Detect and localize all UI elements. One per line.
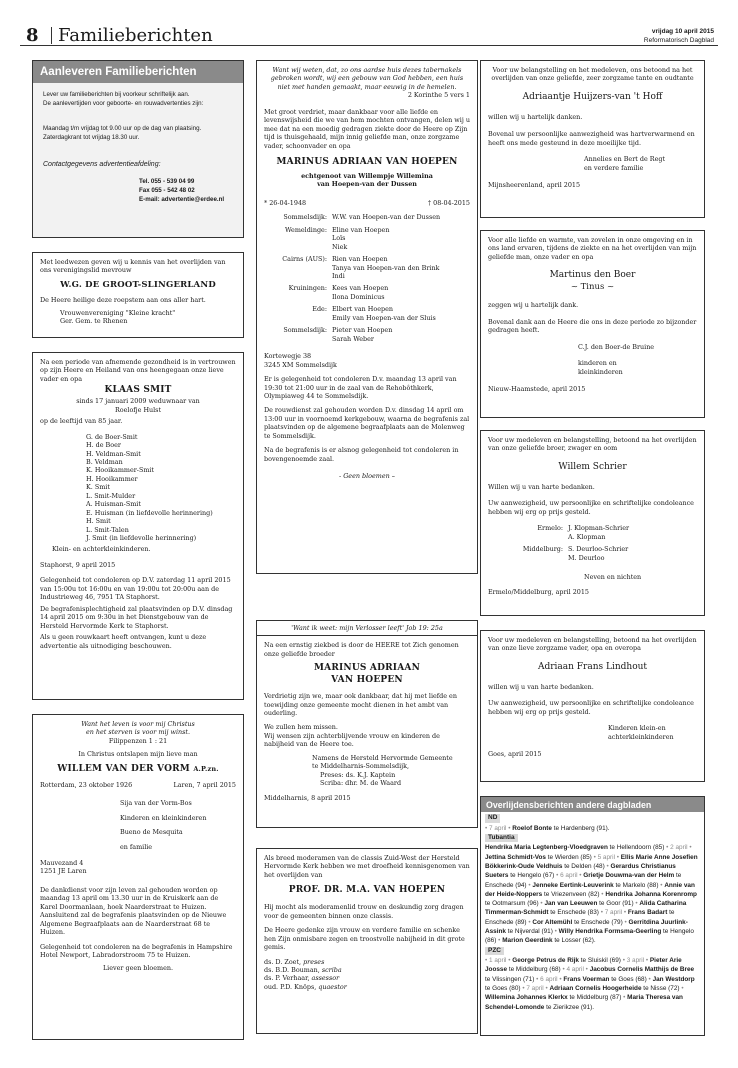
- flowers-note: - Geen bloemen –: [339, 472, 395, 481]
- family-member: G. de Boer-Smit: [86, 432, 138, 441]
- entry-name: Ellis Marie Anne Josefien Bökkerink-Oude Veldhuis: [485, 853, 698, 870]
- entry-name: Willemina Johannes Klerkx: [485, 994, 568, 1002]
- signature-line: kinderen en: [578, 359, 617, 368]
- deceased-name: [40, 764, 236, 776]
- invitation-text: Als u geen rouwkaart heeft ontvangen, kunt u deze advertentie als uitnodiging beschouwen.: [40, 633, 207, 650]
- entry-place: te Nijverdal (91): [507, 927, 553, 935]
- family-member: Eline van Hoepen: [332, 225, 390, 234]
- place-date: Staphorst, 9 april 2015: [40, 560, 116, 569]
- paper-entries: [485, 843, 700, 945]
- life-dates: [40, 781, 236, 789]
- family-member: S. Deurloo-Schrier: [568, 545, 629, 554]
- address-line1: Kortewegje 38: [264, 352, 312, 361]
- notice-de-groot: [32, 252, 244, 338]
- signature: [264, 754, 470, 788]
- entry-bullet: •: [623, 994, 626, 1002]
- contact-details: [43, 178, 233, 205]
- family-member: L. Smit-Talen: [86, 525, 129, 534]
- entry-name: Annie van der Heide-Noppers: [485, 881, 695, 898]
- entry-name: Jan Westdorp: [652, 975, 695, 983]
- notice-text: willen wij u hartelijk danken.: [488, 112, 583, 121]
- issue-date: vrijdag 10 april 2015: [651, 28, 714, 35]
- entry-place: te Enschede (83): [550, 909, 599, 917]
- notice-text: De Heere heilige deze roepstem aan ons aller hart.: [40, 296, 206, 305]
- aanleveren-line2: De aanlevertijden voor geboorte- en rouwadvertenties zijn:: [43, 99, 204, 107]
- entry-bullet: •: [498, 937, 501, 945]
- signature-line: Kinderen klein-en: [608, 724, 666, 733]
- signature-line: Scriba: dhr. M. de Waard: [320, 779, 402, 788]
- paper-entries: [485, 956, 700, 1012]
- signature: [488, 343, 697, 376]
- entry-bullet: •: [648, 975, 651, 983]
- family-names: [332, 255, 439, 280]
- family-group: [264, 226, 470, 251]
- signature: [488, 724, 697, 741]
- entry-name: Gerardus Christianus Sueters: [485, 863, 676, 880]
- family-group: [264, 213, 470, 221]
- entry-place: te Vriezenveen (82): [543, 890, 600, 898]
- family-place: Ede:: [312, 305, 327, 314]
- notice-intro: Na een ernstig ziekbed is door de HEERE tot Zich genomen onze geliefde broeder: [264, 641, 459, 658]
- signatory-name: ds. P. Verhaar,: [264, 974, 312, 983]
- header-divider: [51, 27, 52, 44]
- signature-line: [264, 966, 470, 974]
- family-place: Kruiningen:: [288, 284, 327, 293]
- family-member: en familie: [120, 842, 153, 851]
- entry-name: Pieter Arie Joosse: [485, 957, 682, 974]
- entry-place: te Nisse (72): [643, 984, 680, 992]
- born: * 26-04-1948: [264, 198, 307, 207]
- quote-ref: 2 Korinthe 5 vers 1: [407, 91, 470, 100]
- entry-place: te Enschede (94): [485, 872, 682, 889]
- page-number: 8: [26, 25, 39, 46]
- entry-name: Alida Catharina Timmerman-Schmidt: [485, 900, 687, 917]
- notice-intro: Voor uw medeleven en belangstelling, betoond na het overlijden van onze geliefde broer, zwager en oom: [488, 436, 697, 453]
- family-member: J. Klopman-Schrier: [568, 524, 630, 533]
- deceased-name-line1: MARINUS ADRIAAN: [313, 663, 420, 674]
- family-member: Kinderen en kleinkinderen: [120, 813, 207, 822]
- entry-place: te Goor (91): [599, 900, 634, 908]
- quote-line2: en het sterven is voor mij winst.: [85, 728, 191, 737]
- entry-bullet: •: [660, 881, 663, 889]
- family-member: Pieter van Hoepen: [332, 326, 393, 335]
- deceased-name: Adriaantje Huijzers-van 't Hoff: [522, 91, 663, 102]
- family-member: K. Hooikammer-Smit: [86, 466, 154, 475]
- entry-name: Willy Hendrika Formsma-Geerling: [558, 927, 662, 935]
- signature-line: [264, 974, 470, 982]
- family-member: H. Veldman-Smit: [86, 449, 141, 458]
- family-group: [264, 305, 470, 322]
- entry-bullet: •: [624, 918, 627, 926]
- overlijden-list: [481, 812, 704, 1013]
- entry-date: • 4 april •: [562, 966, 588, 974]
- entry-date: • 7 april •: [485, 824, 511, 832]
- family-member: Rien van Hoepen: [332, 255, 388, 264]
- entry-name: Grietje Douwma-van der Helm: [583, 872, 675, 880]
- deceased-name-suffix: A.P.zn.: [193, 764, 219, 773]
- family-member: H. Smit: [86, 517, 111, 526]
- entry-place: te Goes (68): [611, 975, 647, 983]
- signatory-name: oud. P.D. Knöps,: [264, 982, 319, 991]
- notice-text-2a: We zullen hem missen.: [264, 723, 338, 732]
- entry-name: Jenneke Eertink-Leuverink: [532, 881, 614, 889]
- entry-name: Adriaan Cornelis Hoogerheide: [549, 984, 642, 992]
- contact-fax: Fax 055 - 542 48 02: [139, 187, 195, 195]
- signature-line: Vrouwenvereniging "Kleine kracht": [60, 308, 176, 317]
- family-place: Cairns (AUS):: [282, 255, 327, 264]
- notice-lindhout: [480, 630, 705, 782]
- deceased-nickname: ~ Tinus ~: [570, 282, 615, 293]
- entry-bullet: •: [528, 918, 531, 926]
- entry-place: te Markelo (88): [615, 881, 659, 889]
- condolence-text: Gelegenheid tot condoleren op D.V. zaterdag 11 april 2015 van 15:00u tot 16:00u en van 19:00u tot 20:00u aan de Industrieweg 46, 7951 TA Staphorst.: [40, 576, 231, 602]
- notice-text: willen wij u van harte bedanken.: [488, 682, 594, 691]
- family-member: Elbert van Hoepen: [332, 305, 393, 314]
- place-date: Ermelo/Middelburg, april 2015: [488, 588, 589, 597]
- condolence-text: Er is gelegenheid tot condoleren D.v. maandag 13 april van 19:30 tot 21:00 uur in de zaal van de Rehobôthkerk, Olympiaweg 44 te Sommelsdijk.: [264, 375, 457, 401]
- signature-line: achterkleinkinderen: [608, 732, 674, 741]
- contact-tel: Tel. 055 - 539 04 99: [139, 178, 195, 186]
- family-member: Loïs: [332, 234, 346, 243]
- flowers-note: Liever geen bloemen.: [102, 964, 174, 973]
- entry-place: te Delden (48): [564, 863, 605, 870]
- signatory-name: ds. D. Zoet,: [264, 957, 304, 966]
- place-date: Mijnsheerenland, april 2015: [488, 181, 581, 190]
- signatory-name: ds. B.D. Bouman,: [264, 965, 322, 974]
- notice-text: Willen wij u van harte bedanken.: [488, 482, 595, 491]
- overlijden-title: Overlijdensberichten andere dagbladen: [481, 797, 704, 812]
- signature: Neven en nichten: [584, 572, 642, 581]
- family-names: [568, 524, 629, 541]
- family-list: [40, 799, 236, 851]
- burial-text: Aansluitend zal de begrafenis plaatsvinden op de Nieuwe Algemene Begraafplaats aan de Naarderstraat 68 te Huizen.: [40, 911, 227, 937]
- aanleveren-title: Aanleveren Familieberichten: [33, 61, 243, 83]
- signature-line: Annelies en Bert de Regt: [584, 155, 666, 164]
- family-member: H. de Boer: [86, 441, 121, 450]
- deceased-name: Willem Schrier: [558, 461, 627, 472]
- notice-prof-van-hoepen: [256, 848, 478, 1034]
- family-member: Sarah Weber: [332, 334, 374, 343]
- family-member: Tanya van Hoepen-van den Brink: [332, 263, 440, 272]
- entry-name: Frans Voerman: [563, 975, 610, 983]
- notice-text: zeggen wij u hartelijk dank.: [488, 301, 579, 310]
- signature-line: [264, 983, 470, 991]
- header-meta: [644, 28, 714, 46]
- overlijdensberichten-box: [480, 796, 705, 1036]
- condolence-text: Gelegenheid tot condoleren na de begrafenis in Hampshire Hotel Newport, Labradorstroom 75 te Huizen.: [40, 942, 233, 960]
- family-group: [264, 284, 470, 301]
- family-member: M. Deurloo: [568, 553, 605, 562]
- entry-name: Frans Badart: [627, 909, 668, 917]
- died: Laren, 7 april 2015: [173, 780, 236, 789]
- signature-line: Namens de Hersteld Hervormde Gemeente: [312, 753, 453, 762]
- entry-date: • 6 april •: [536, 975, 562, 983]
- entry-place: te Middelburg (68): [508, 966, 561, 974]
- service-text: De dankdienst voor zijn leven zal gehouden worden op maandag 13 april om 13.30 uur in de Kruiskerk aan de Karel Doormanlaan, hoek Naarderstraat te Huizen.: [40, 885, 219, 911]
- quote: Want wij weten, dat, zo ons aardse huis dezes tabernakels gebroken wordt, wij een gebouw van God hebben, een huis niet met handen gemaakt, maar eeuwig in de hemelen.: [270, 66, 464, 91]
- after-funeral-text: Na de begrafenis is er alsnog gelegenheid tot condoleren in bovengenoemde zaal.: [264, 446, 459, 463]
- notice-intro: Met leedwezen geven wij u kennis van het overlijden van ons verenigingslid mevrouw: [40, 258, 226, 275]
- life-dates: [264, 199, 470, 207]
- family-place: Ermelo:: [537, 524, 563, 533]
- born: Rotterdam, 23 oktober 1926: [40, 780, 133, 789]
- address-line2: 1251 JE Laren: [40, 867, 87, 876]
- address-line1: Mauvezand 4: [40, 858, 84, 867]
- notice-van-hoepen-gemeente: [256, 620, 478, 828]
- paper-section: [485, 813, 700, 833]
- entry-date: • 6 april •: [556, 872, 582, 880]
- family-names: [568, 545, 628, 562]
- family-member: K. Smit: [86, 483, 110, 492]
- notice-sub2: van Hoepen-van der Dussen: [317, 180, 417, 189]
- entry-place: te Enschede (89): [485, 909, 675, 926]
- deceased-name: W.G. DE GROOT-SLINGERLAND: [60, 279, 216, 290]
- section-title: Familieberichten: [58, 25, 213, 46]
- contact-label: Contactgegevens advertentieafdeling:: [43, 160, 161, 168]
- entry-place: te Hellendoorn (85): [609, 844, 665, 852]
- entry-name: Hendrika Johanna Korenromp: [605, 890, 697, 898]
- address-line2: 3245 XM Sommelsdijk: [264, 360, 337, 369]
- entry-place: te Hengelo (67): [510, 872, 555, 880]
- signature-line: Preses: ds. K.J. Kaptein: [320, 770, 396, 779]
- family-member: Indi: [332, 272, 345, 281]
- signature-line: en verdere familie: [584, 163, 644, 172]
- contact-email: E-mail: advertentie@erdee.nl: [139, 196, 225, 204]
- notice-text-2b: Wij wensen zijn achterblijvende vrouw en kinderen de nabijheid van de Heere toe.: [264, 731, 440, 749]
- deceased-name: PROF. DR. M.A. VAN HOEPEN: [288, 885, 446, 896]
- entry-name: George Petrus de Rijk: [512, 957, 579, 965]
- deceased-name: KLAAS SMIT: [104, 385, 172, 396]
- signatory-role: scriba: [321, 965, 342, 974]
- entry-date: • 3 april •: [622, 957, 649, 965]
- notice-intro: Met groot verdriet, maar dankbaar voor alle liefde en levenswijsheid die we van hem mochten ontvangen, delen wij u mee dat na een moedig gedragen ziekte door de Heere op Zijn tijd is thuisgehaald, mijn innig geliefde man, onze zorgzame vader, schoonvader en opa: [264, 107, 470, 150]
- family-member: Bueno de Mesquita: [120, 828, 183, 837]
- family-place: Sommelsdijk:: [283, 213, 327, 222]
- family-place: Sommelsdijk:: [283, 326, 327, 335]
- aanleveren-line1: Lever uw familieberichten bij voorkeur schriftelijk aan.: [43, 91, 190, 98]
- family-list: [488, 524, 697, 562]
- paper-entries: [485, 824, 700, 833]
- family-member: E. Huisman (in liefdevolle herinnering): [86, 508, 213, 517]
- place-date: Nieuw-Haamstede, april 2015: [488, 385, 586, 394]
- entry-place: te Enschede (79): [574, 918, 623, 926]
- signatory-role: quaestor: [318, 982, 347, 991]
- family-member: L. Smit-Mulder: [86, 491, 136, 500]
- quote-ref: Filippenzen 1 : 21: [108, 736, 168, 745]
- notice-schrier: [480, 430, 705, 616]
- family-member: W.W. van Hoepen-van der Dussen: [332, 213, 441, 222]
- paper-label: ND: [485, 814, 500, 823]
- family-member: Ilona Dominicus: [332, 292, 385, 301]
- notice-intro: Voor uw medeleven en belangstelling, betoond na het overlijden van onze lieve zorgzame vader, opa en overopa: [488, 636, 697, 653]
- notice-text: Verdrietig zijn we, maar ook dankbaar, dat hij met liefde en toewijding onze gemeente mocht dienen in het ambt van ouderling.: [264, 692, 457, 718]
- family-member: A. Huisman-Smit: [86, 500, 141, 509]
- deceased-name: Martinus den Boer: [549, 270, 636, 281]
- signature: [488, 155, 697, 172]
- notice-sub2: Roelofje Hulst: [114, 405, 162, 414]
- signatory-role: preses: [303, 957, 325, 966]
- entry-place: te Sluiskil (69): [580, 957, 621, 965]
- entry-date: • 7 april •: [600, 909, 627, 917]
- signature: [40, 309, 236, 326]
- grandchildren: Klein- en achterkleinkinderen.: [52, 545, 151, 554]
- entry-name: Jan van Leeuwen: [544, 900, 598, 908]
- notice-huijzers-hoff: [480, 60, 705, 218]
- aanleveren-line4: Zaterdagkrant tot vrijdag 18.30 uur.: [43, 134, 140, 142]
- family-names: [332, 213, 440, 221]
- family-list: [264, 213, 470, 343]
- signature-line: kleinkinderen: [578, 367, 623, 376]
- notice-text-2: De Heere gedenke zijn vrouw en verdere familie en schenke hen Zijn onmisbare zegen en troostvolle nabijheid in dit grote gemis.: [264, 926, 465, 952]
- entry-bullet: •: [601, 890, 604, 898]
- family-group: [264, 255, 470, 280]
- service-text: De rouwdienst zal gehouden worden D.v. dinsdag 14 april om 13:00 uur in voornoemd kerkgebouw, waarna de begrafenis zal plaatsvinden op de algemene begraafplaats aan de Molenweg te Sommelsdijk.: [264, 406, 470, 440]
- newspaper-name: Reformatorisch Dagblad: [643, 36, 714, 44]
- signature-line: C.J. den Boer-de Bruine: [578, 342, 655, 351]
- paper-section: [485, 946, 700, 1012]
- entry-place: te Wierden (85): [547, 853, 592, 861]
- notice-van-hoepen: [256, 60, 478, 574]
- entry-place: te Middelburg (87): [569, 994, 622, 1002]
- entry-name: Marion Geerdink: [502, 937, 553, 945]
- paper-label: PZC: [485, 947, 504, 956]
- notice-intro: Voor alle liefde en warmte, van zovelen in onze omgeving en in ons land ervaren, tijdens de ziekte en na het overlijden van mijn geliefde man, onze vader en opa: [488, 236, 697, 261]
- entry-bullet: •: [681, 984, 684, 992]
- notice-intro: In Christus ontslapen mijn lieve man: [78, 750, 198, 759]
- place-date: Goes, april 2015: [488, 750, 542, 759]
- entry-name: Cor Altemühl: [532, 918, 573, 926]
- quote-line1: Want het leven is voor mij Christus: [81, 720, 195, 728]
- entry-name: Gerritdina Juurlink-Assink: [485, 918, 688, 935]
- deceased-name-main: WILLEM VAN DER VORM: [57, 763, 190, 774]
- family-list: [40, 433, 236, 543]
- entry-bullet: •: [540, 900, 543, 908]
- family-place: Wemeldinge:: [285, 225, 327, 234]
- paper-section: [485, 833, 700, 946]
- family-group: [264, 326, 470, 343]
- entry-bullet: •: [554, 927, 557, 935]
- entry-date: • 1 april •: [485, 957, 511, 965]
- family-names: [332, 305, 436, 322]
- entry-name: Jettina Schmidt-Vos: [485, 853, 546, 861]
- family-group: [488, 545, 697, 562]
- entry-name: Roelof Bonte: [512, 824, 552, 832]
- entry-place: te Hardenberg (91).: [553, 824, 610, 832]
- notice-text: Hij mocht als moderamenlid trouw en deskundig zorg dragen voor de gemeenten binnen onze classis.: [264, 903, 464, 920]
- entry-date: • 7 april •: [522, 984, 548, 992]
- notice-text-2: Uw aanwezigheid, uw persoonlijke en schriftelijke condoleance hebben wij erg op prijs gesteld.: [488, 699, 694, 716]
- entry-date: • 2 april •: [666, 844, 692, 852]
- entry-place: te Goes (80): [485, 984, 521, 992]
- family-member: Niek: [332, 242, 348, 251]
- entry-place: te Losser (62).: [554, 937, 596, 945]
- entry-place: te Ootmarsum (96): [485, 900, 539, 908]
- aanleveren-body: [33, 83, 243, 213]
- notice-intro: Na een periode van afnemende gezondheid is in vertrouwen op zijn Heere en Heiland van ons heengegaan onze lieve vader en opa: [40, 358, 236, 383]
- notice-intro: Als breed moderamen van de classis Zuid-West der Hersteld Hervormde Kerk hebben we met droefheid kennisgenomen van het overlijden van: [264, 854, 470, 879]
- signature-line: Ger. Gem. te Rhenen: [60, 317, 128, 326]
- entry-place: te Hengelo (86): [485, 927, 694, 945]
- entry-bullet: •: [635, 900, 638, 908]
- family-member: Emily van Hoepen-van der Sluis: [332, 313, 436, 322]
- signature-line: te Middelharnis-Sommelsdijk,: [312, 762, 410, 771]
- family-member: A. Klopman: [568, 532, 606, 541]
- place-date: Middelharnis, 8 april 2015: [264, 793, 351, 802]
- family-names: [332, 284, 388, 301]
- aanleveren-box: [32, 60, 244, 238]
- family-names: [332, 326, 392, 343]
- notice-age: op de leeftijd van 85 jaar.: [40, 417, 123, 426]
- deceased-name-line2: VAN HOEPEN: [331, 675, 403, 686]
- family-member: H. Hooikammer: [86, 474, 138, 483]
- entry-name: Hendrika Maria Legtenberg-Vloedgraven: [485, 844, 608, 852]
- family-member: B. Veldman: [86, 457, 123, 466]
- page-header: [20, 24, 718, 46]
- signatory-role: assessor: [311, 974, 340, 983]
- entry-place: te Zierikzee (91).: [546, 1003, 595, 1011]
- notice-den-boer: [480, 230, 705, 418]
- family-member: Sija van der Vorm-Bos: [120, 799, 192, 808]
- entry-name: Jacobus Cornelis Matthijs de Bree: [589, 966, 695, 974]
- deceased-name: Adriaan Frans Lindhout: [537, 661, 648, 672]
- signature-line: [264, 958, 470, 966]
- entry-name: Maria Theresa van Schendel-Lomonde: [485, 994, 683, 1011]
- died: † 08-04-2015: [427, 198, 470, 207]
- aanleveren-line3: Maandag t/m vrijdag tot 9.00 uur op de dag van plaatsing.: [43, 125, 202, 133]
- paper-label: Tubantia: [485, 834, 518, 843]
- notice-sub1: echtgenoot van Willempje Willemina: [301, 171, 433, 180]
- notice-van-der-vorm: [32, 714, 244, 1040]
- family-member: Kees van Hoepen: [332, 284, 389, 293]
- family-place: Middelburg:: [522, 545, 563, 554]
- entry-bullet: •: [606, 863, 609, 870]
- family-group: [488, 524, 697, 541]
- entry-place: te Vlissingen (71): [485, 975, 535, 983]
- funeral-text: De begrafenisplechtigheid zal plaatsvinden op D.V. dinsdag 14 april 2015 om 9:30u in het Dienstgebouw van de Hersteld Hervormde Kerk te Staphorst.: [40, 604, 233, 630]
- notice-sub1: sinds 17 januari 2009 weduwnaar van: [76, 397, 200, 406]
- quote: 'Want ik weet: mijn Verlosser leeft' Job 19: 25a: [257, 621, 477, 636]
- family-member: J. Smit (in liefdevolle herinnering): [86, 534, 197, 543]
- notice-text-2: Bovenal uw persoonlijke aanwezigheid was hartverwarmend en heeft ons mede gesteund in deze moeilijke tijd.: [488, 130, 695, 147]
- notice-klaas-smit: [32, 352, 244, 700]
- family-names: [332, 226, 389, 251]
- deceased-name: MARINUS ADRIAAN VAN HOEPEN: [276, 157, 458, 168]
- signature: [264, 958, 470, 992]
- entry-date: • 5 april •: [593, 853, 620, 861]
- entry-bullet: •: [528, 881, 531, 889]
- notice-text-2: Uw aanwezigheid, uw persoonlijke en schriftelijke condoleance hebben wij erg op prijs gesteld.: [488, 499, 694, 516]
- notice-text-2: Bovenal dank aan de Heere die ons in deze periode zo bijzonder gedragen heeft.: [488, 317, 697, 335]
- notice-intro: Voor uw belangstelling en het medeleven, ons betoond na het overlijden van onze geliefde, zeer zorgzame tante en oudtante: [491, 66, 694, 83]
